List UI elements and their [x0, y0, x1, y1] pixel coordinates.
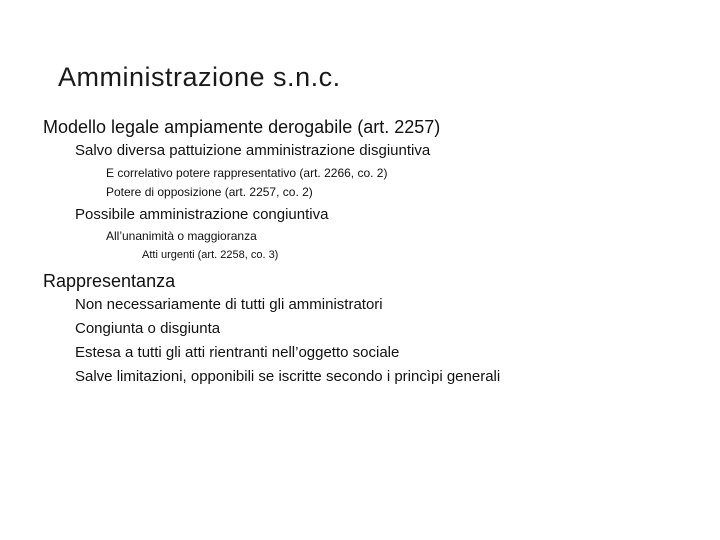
slide-title: Amministrazione s.n.c. — [58, 62, 341, 92]
modello-heading: Modello legale ampiamente derogabile (art. 2257) — [43, 117, 441, 137]
possibile-line: Possibile amministrazione congiuntiva — [75, 206, 329, 223]
opposizione-line: Potere di opposizione (art. 2257, co. 2) — [106, 185, 313, 199]
salvo-line: Salvo diversa pattuizione amministrazione disgiuntiva — [75, 142, 431, 159]
rappresentanza-item: Congiunta o disgiunta — [75, 320, 221, 337]
rappresentanza-item: Non necessariamente di tutti gli amministratori — [75, 296, 383, 313]
correlativo-line: E correlativo potere rappresentativo (art. 2266, co. 2) — [106, 166, 388, 180]
rappresentanza-item: Salve limitazioni, opponibili se iscritte secondo i princìpi generali — [75, 368, 501, 385]
urgenti-line: Atti urgenti (art. 2258, co. 3) — [142, 249, 279, 261]
unanimita-line: All’unanimità o maggioranza — [106, 229, 257, 243]
rappresentanza-heading: Rappresentanza — [43, 271, 176, 291]
rappresentanza-item: Estesa a tutti gli atti rientranti nell’oggetto sociale — [75, 344, 400, 361]
